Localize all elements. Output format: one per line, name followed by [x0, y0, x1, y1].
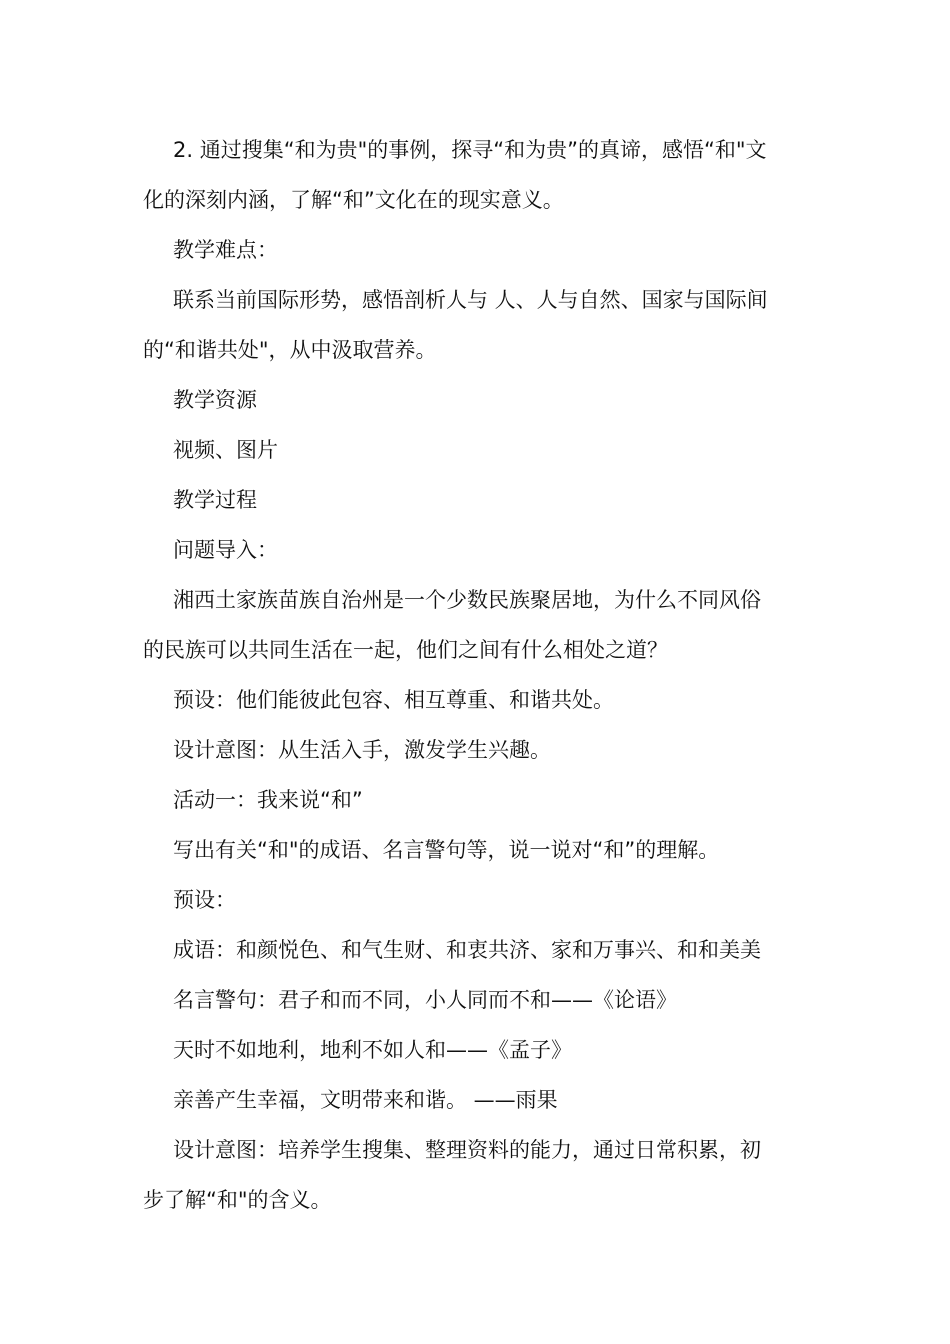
goal-2-line-1: 2. 通过搜集“和为贵"的事例，探寻“和为贵”的真谛，感悟“和"文	[173, 138, 767, 162]
activity-1-design-line-2: 步了解“和"的含义。	[143, 1188, 332, 1212]
quote-2: 天时不如地利，地利不如人和——《孟子》	[173, 1038, 572, 1062]
quote-1: 名言警句：君子和而不同，小人同而不和——《论语》	[173, 988, 677, 1012]
difficulty-heading: 教学难点：	[173, 238, 278, 262]
goal-2-line-2: 化的深刻内涵，了解“和”文化在的现实意义。	[143, 188, 564, 212]
resources-heading: 教学资源	[173, 388, 257, 412]
activity-1-design-line-1: 设计意图：培养学生搜集、整理资料的能力，通过日常积累，初	[173, 1138, 761, 1162]
difficulty-line-1: 联系当前国际形势，感悟剖析人与 人、人与自然、国家与国际间	[173, 288, 768, 312]
intro-heading: 问题导入：	[173, 538, 278, 562]
resources-text: 视频、图片	[173, 438, 278, 462]
activity-1-heading: 活动一：我来说“和”	[173, 788, 363, 812]
intro-line-2: 的民族可以共同生活在一起，他们之间有什么相处之道？	[143, 638, 668, 662]
process-heading: 教学过程	[173, 488, 257, 512]
difficulty-line-2: 的“和谐共处"，从中汲取营养。	[143, 338, 437, 362]
idioms: 成语：和颜悦色、和气生财、和衷共济、家和万事兴、和和美美	[173, 938, 761, 962]
quote-3: 亲善产生幸福，文明带来和谐。 ——雨果	[173, 1088, 558, 1112]
activity-1-task: 写出有关“和"的成语、名言警句等，说一说对“和”的理解。	[173, 838, 720, 862]
intro-design: 设计意图：从生活入手，激发学生兴趣。	[173, 738, 551, 762]
intro-preset: 预设：他们能彼此包容、相互尊重、和谐共处。	[173, 688, 614, 712]
document-body	[143, 125, 813, 1225]
activity-1-preset: 预设：	[173, 888, 236, 912]
intro-line-1: 湘西土家族苗族自治州是一个少数民族聚居地，为什么不同风俗	[173, 588, 761, 612]
